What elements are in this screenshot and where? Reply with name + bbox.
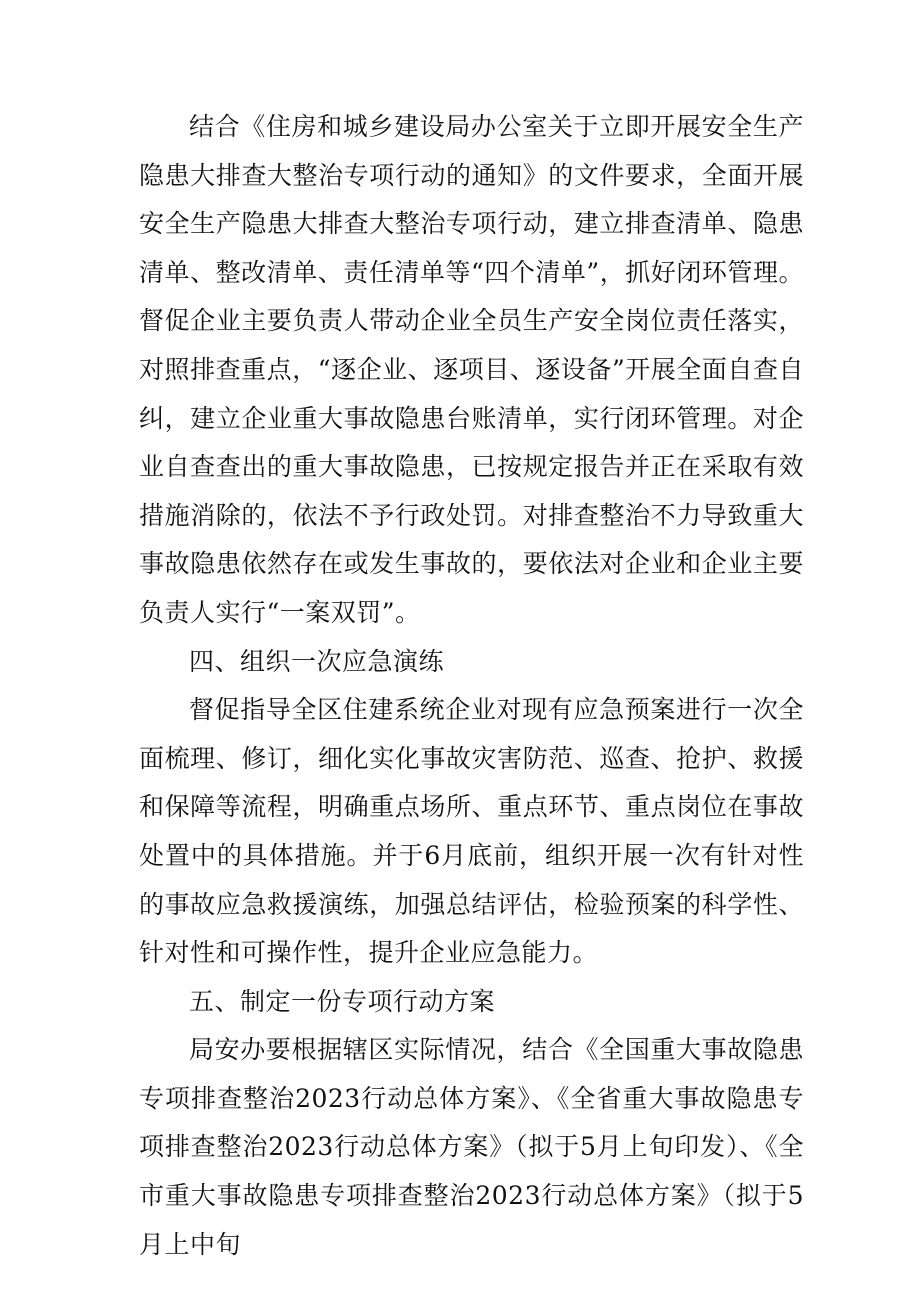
paragraph-hazard-investigation: 结合《住房和城乡建设局办公室关于立即开展安全生产隐患大排查大整治专项行动的通知》的文件要求，全面开展安全生产隐患大排查大整治专项行动，建立排查清单、隐患清单、整改清单、责任清单等“四个清单”，抓好闭环管理。督促企业主要负责人带动企业全员生产安全岗位责任落实，对照排查重点，“逐企业、逐项目、逐设备”开展全面自查自纠，建立企业重大事故隐患台账清单，实行闭环管理。对企业自查查出的重大事故隐患，已按规定报告并正在采取有效措施消除的，依法不予行政处罚。对排查整治不力导致重大事故隐患依然存在或发生事故的，要依法对企业和企业主要负责人实行“一案双罚”。 [139, 112, 804, 627]
paragraph-action-plan: 局安办要根据辖区实际情况，结合《全国重大事故隐患专项排查整治2023行动总体方案》、《全省重大事故隐患专项排查整治2023行动总体方案》（拟于5月上旬印发）、《全市重大事故隐患专项排查整治2023行动总体方案》（拟于5月上中旬 [139, 1035, 804, 1259]
section-heading-emergency-drill: 四、组织一次应急演练 [189, 646, 445, 676]
section-heading-action-plan: 五、制定一份专项行动方案 [189, 986, 496, 1016]
paragraph-emergency-drill: 督促指导全区住建系统企业对现有应急预案进行一次全面梳理、修订，细化实化事故灾害防范、巡查、抢护、救援和保障等流程，明确重点场所、重点环节、重点岗位在事故处置中的具体措施。并于6月底前，组织开展一次有针对性的事故应急救援演练，加强总结评估，检验预案的科学性、针对性和可操作性，提升企业应急能力。 [139, 695, 804, 968]
